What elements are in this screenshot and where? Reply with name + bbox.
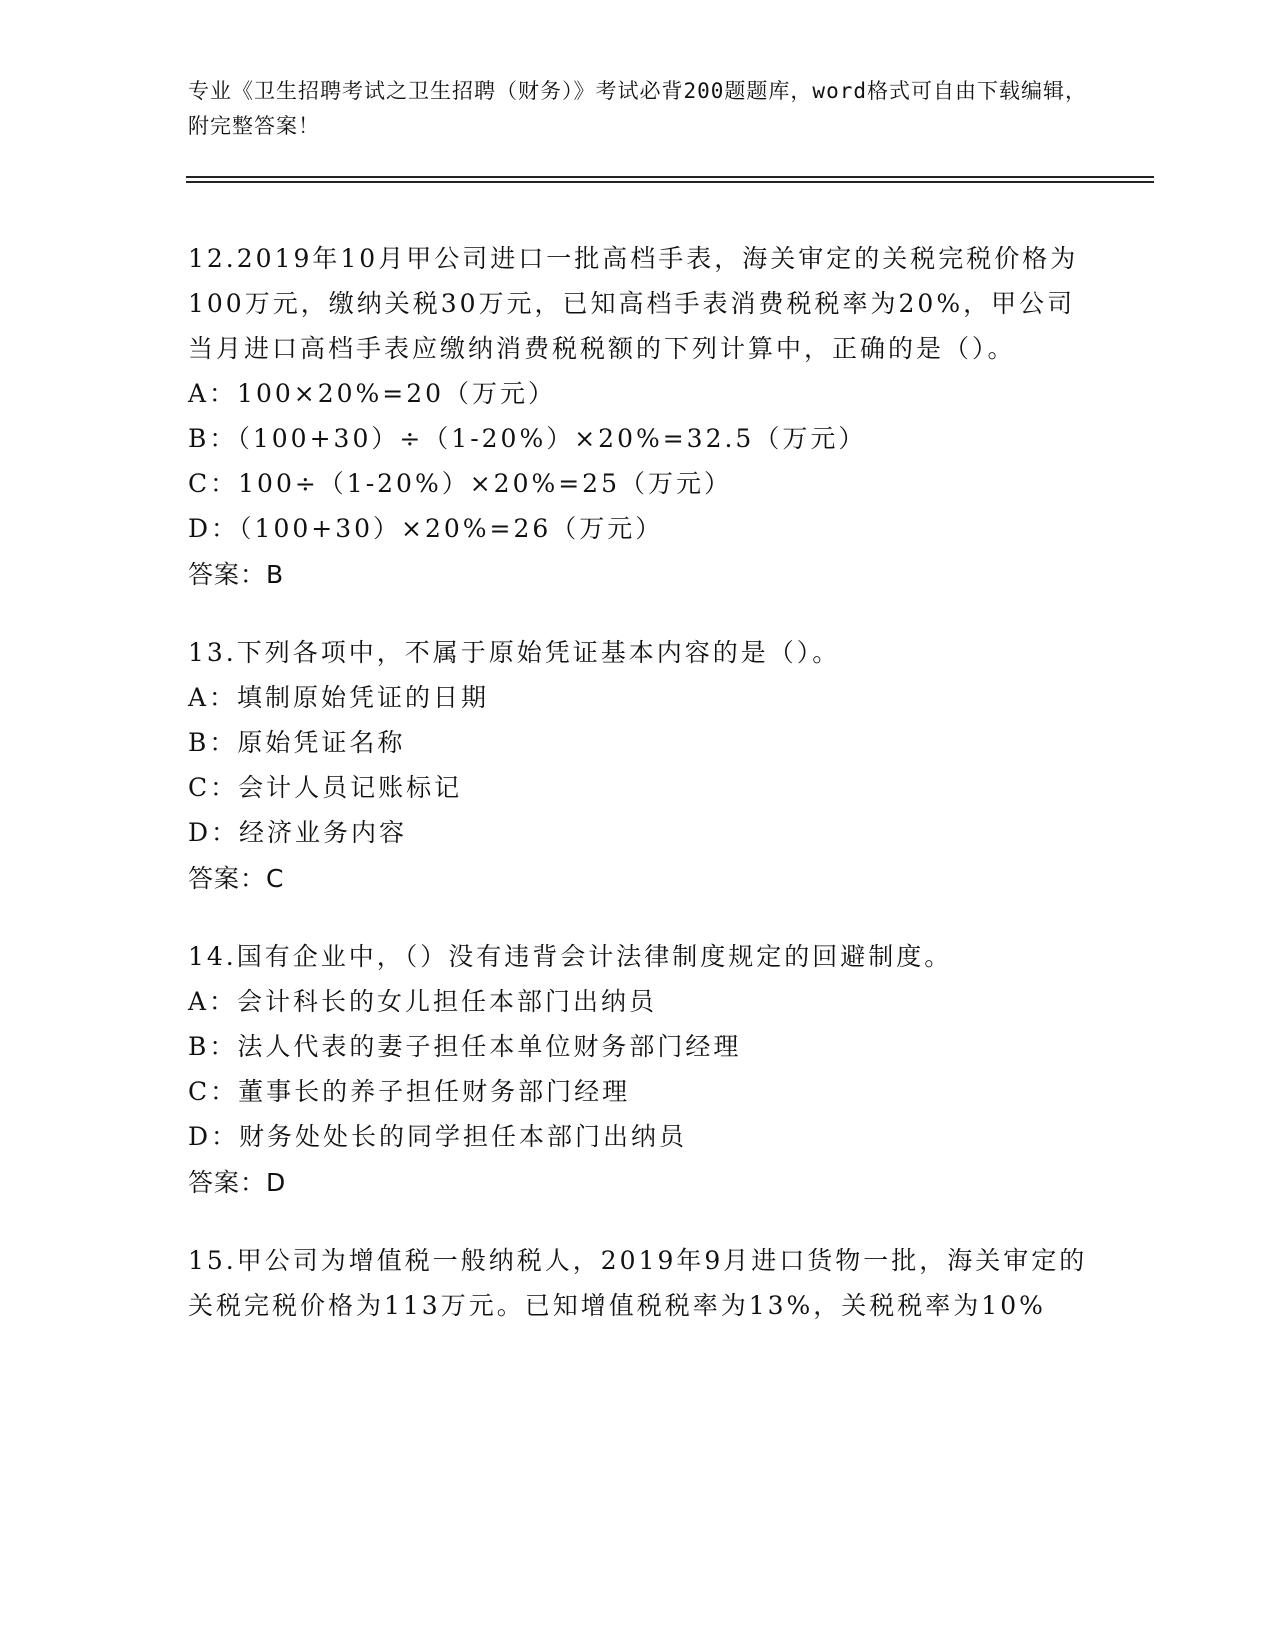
question-13 [188, 630, 1088, 902]
option-d: D：经济业务内容 [188, 818, 408, 847]
option-b: B：（100+30）÷（1-20%）×20%=32.5（万元） [188, 424, 867, 453]
answer-label: 答案：D [188, 1168, 287, 1197]
option-b: B：原始凭证名称 [188, 728, 406, 757]
option-d: D：财务处处长的同学担任本部门出纳员 [188, 1122, 688, 1151]
question-15 [188, 1238, 1088, 1328]
answer-label: 答案：B [188, 560, 285, 589]
question-14 [188, 934, 1088, 1206]
document-header-title: 专业《卫生招聘考试之卫生招聘（财务）》考试必背200题题库，word格式可自由下载编辑，附完整答案！ [188, 79, 1087, 138]
question-stem: 12.2019年10月甲公司进口一批高档手表，海关审定的关税完税价格为100万元，缴纳关税30万元，已知高档手表消费税税率为20%，甲公司当月进口高档手表应缴纳消费税税额的下列计算中，正确的是（）。 [188, 244, 1079, 363]
option-c: C：董事长的养子担任财务部门经理 [188, 1077, 631, 1106]
answer-label: 答案：C [188, 864, 285, 893]
question-stem: 15.甲公司为增值税一般纳税人，2019年9月进口货物一批，海关审定的关税完税价格为113万元。已知增值税税率为13%，关税税率为10% [188, 1246, 1088, 1320]
question-stem: 13.下列各项中，不属于原始凭证基本内容的是（）。 [188, 638, 841, 667]
option-d: D：（100+30）×20%=26（万元） [188, 514, 664, 543]
option-b: B：法人代表的妻子担任本单位财务部门经理 [188, 1032, 742, 1061]
option-a: A：100×20%=20（万元） [188, 379, 557, 408]
option-c: C：100÷（1-20%）×20%=25（万元） [188, 469, 732, 498]
header-divider-top [186, 176, 1154, 178]
question-12 [188, 236, 1088, 598]
question-stem: 14.国有企业中，（）没有违背会计法律制度规定的回避制度。 [188, 942, 953, 971]
option-a: A：填制原始凭证的日期 [188, 683, 490, 712]
header-divider-bottom [186, 181, 1154, 183]
option-a: A：会计科长的女儿担任本部门出纳员 [188, 987, 658, 1016]
question-list [188, 236, 1088, 1360]
option-c: C：会计人员记账标记 [188, 773, 463, 802]
